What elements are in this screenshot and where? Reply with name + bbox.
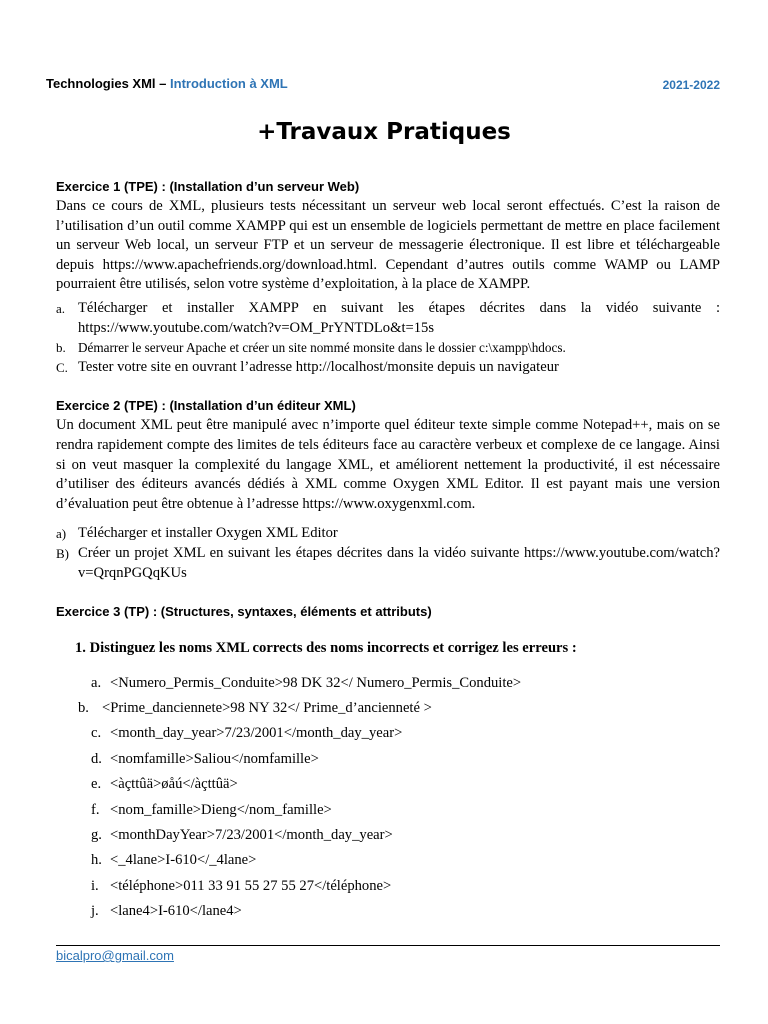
list-item-text: <nomfamille>Saliou</nomfamille> xyxy=(110,750,319,767)
exercise-2-steps xyxy=(56,524,720,583)
footer-divider xyxy=(56,945,720,946)
header-course-subtitle: Introduction à XML xyxy=(170,76,288,91)
xml-names-list xyxy=(56,673,720,927)
list-item xyxy=(56,850,720,875)
list-item xyxy=(56,901,720,926)
list-item-text: <nom_famille>Dieng</nom_famille> xyxy=(110,801,332,818)
list-marker: b. xyxy=(56,340,66,356)
list-item-text: Démarrer le serveur Apache et créer un site nommé monsite dans le dossier c:\xampp\hdocs. xyxy=(78,340,566,356)
list-marker: C. xyxy=(56,359,68,375)
list-item-text: <lane4>I-610</lane4> xyxy=(110,903,242,920)
exercise-3-title: Exercice 3 (TP) : (Structures, syntaxes, éléments et attributs) xyxy=(56,604,432,620)
list-item xyxy=(56,800,720,825)
exercise-1-paragraph: Dans ce cours de XML, plusieurs tests nécessitant un serveur web local seront effectués. C’est la raison de l’utilisation d’un outil comme XAMPP qui est un ensemble de logiciels permettant de mettre en place facilement un serveur Web local, un serveur FTP et un serveur de messagerie électronique. Il est libre et téléchargeable depuis https://www.apachefriends.org/download.html. Cependant d’autres outils comme WAMP ou LAMP pourraient être utilisés, selon votre système d’exploitation, à la place de XAMPP. xyxy=(56,198,720,293)
list-item xyxy=(56,774,720,799)
list-item-text: <Numero_Permis_Conduite>98 DK 32</ Numero_Permis_Conduite> xyxy=(110,674,522,691)
list-marker: i. xyxy=(91,877,99,894)
list-marker: a. xyxy=(91,674,102,691)
list-item-text: <àçttûä>øåú</àçttûä> xyxy=(110,776,238,793)
list-marker: f. xyxy=(91,801,100,818)
list-item-text: <month_day_year>7/23/2001</month_day_year> xyxy=(110,725,403,742)
list-marker: e. xyxy=(91,776,102,793)
list-item-text: <téléphone>011 33 91 55 27 55 27</téléphone> xyxy=(110,877,392,894)
page-title: +Travaux Pratiques xyxy=(257,119,511,145)
list-item xyxy=(56,524,720,544)
list-item xyxy=(56,544,720,583)
list-marker: a. xyxy=(56,300,66,316)
list-item xyxy=(56,723,720,748)
exercise-2-paragraph: Un document XML peut être manipulé avec n’importe quel éditeur texte simple comme Notepad++, mais on se rendra rapidement compte des limites de tels éditeurs face au caractère verbeux et complexe de ce langage. Ainsi si on veut masquer la complexité du langage XML, et améliorent nettement la productivité, il est nécessaire d’utiliser des éditeurs avancés dédiés à XML comme Oxygen XML Editor. Il est payant mais une version d’évaluation peut être obtenue à l’adresse https://www.oxygenxml.com. xyxy=(56,417,720,512)
list-marker: h. xyxy=(91,852,102,869)
list-marker: j. xyxy=(91,903,99,920)
list-item-text: <_4lane>I-610</_4lane> xyxy=(110,852,257,869)
page-header xyxy=(46,76,720,96)
header-year: 2021-2022 xyxy=(662,78,720,92)
list-marker: c. xyxy=(91,725,102,742)
exercise-1-title: Exercice 1 (TPE) : (Installation d’un serveur Web) xyxy=(56,179,360,194)
list-marker: d. xyxy=(91,750,102,767)
list-item xyxy=(56,876,720,901)
exercise-3-question: 1. Distinguez les noms XML corrects des noms incorrects et corrigez les erreurs : xyxy=(75,640,577,657)
list-item xyxy=(56,673,720,698)
list-marker: g. xyxy=(91,827,102,844)
list-item xyxy=(56,825,720,850)
list-item-text: <monthDayYear>7/23/2001</month_day_year> xyxy=(110,827,393,844)
list-marker: a) xyxy=(56,526,67,542)
list-item xyxy=(56,338,720,358)
list-item-text: Télécharger et installer XAMPP en suivant les étapes décrites dans la vidéo suivante : https://www.youtube.com/watch?v=OM_PrYNTDLo&t=15s xyxy=(78,299,720,336)
list-item xyxy=(56,299,720,338)
exercise-2-title: Exercice 2 (TPE) : (Installation d’un éditeur XML) xyxy=(56,398,356,414)
list-marker: b. xyxy=(78,700,89,717)
document-body xyxy=(56,176,720,927)
list-item-text: Créer un projet XML en suivant les étapes décrites dans la vidéo suivante https://www.youtube.com/watch?v=QrqnPGQqKUs xyxy=(78,544,720,581)
footer-email-link[interactable]: bicalpro@gmail.com xyxy=(56,948,174,963)
exercise-1-steps xyxy=(56,299,720,377)
list-item-text: Tester votre site en ouvrant l’adresse http://localhost/monsite depuis un navigateur xyxy=(78,358,559,375)
header-course-name: Technologies XMl – xyxy=(46,76,167,91)
list-item xyxy=(56,698,720,723)
list-item xyxy=(56,358,720,378)
list-item-text: Télécharger et installer Oxygen XML Editor xyxy=(78,525,338,542)
list-marker: B) xyxy=(56,545,69,561)
list-item-text: <Prime_danciennete>98 NY 32</ Prime_d’ancienneté > xyxy=(102,700,432,717)
header-course xyxy=(46,76,288,91)
list-item xyxy=(56,749,720,774)
